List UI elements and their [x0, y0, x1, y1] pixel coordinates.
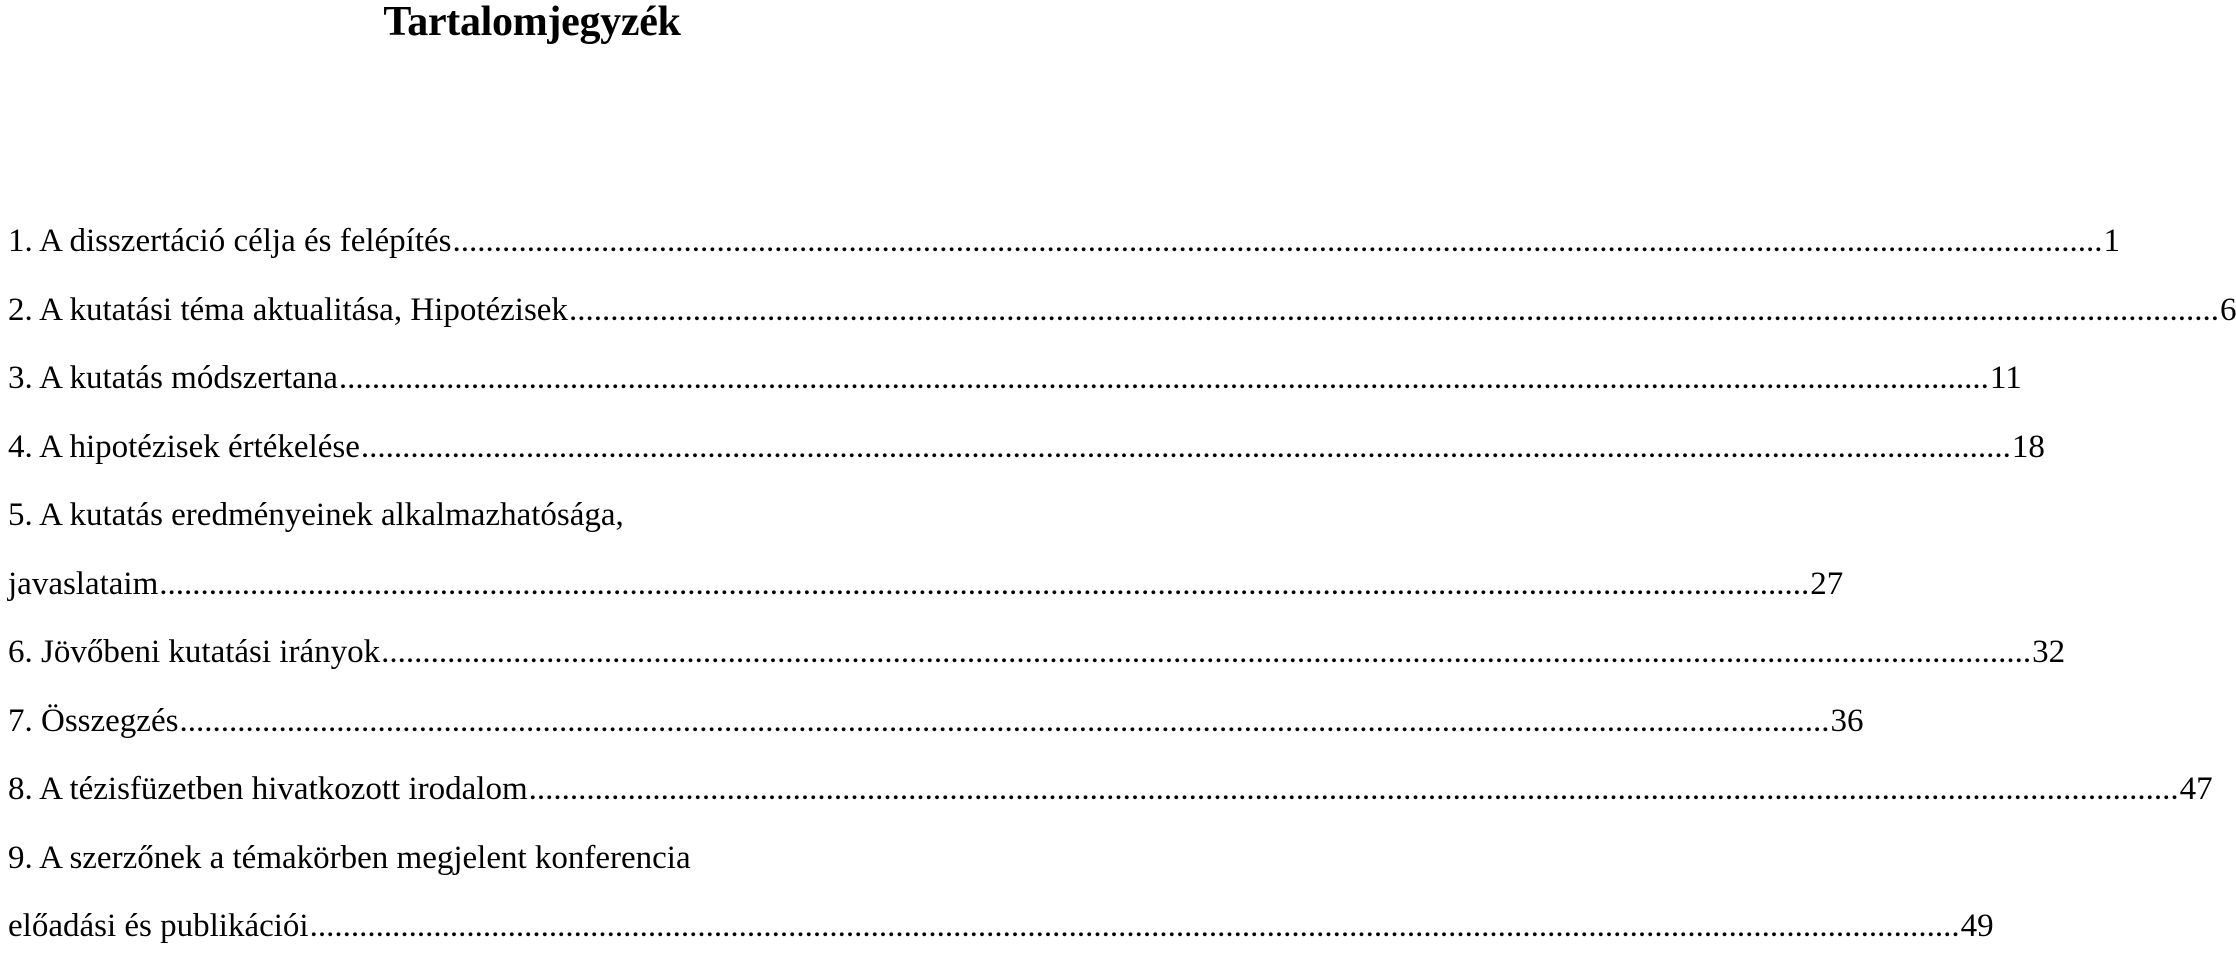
toc-entry-8 — [8, 767, 2213, 836]
dot-leader: ........................................................................................................................................................................................................ — [360, 428, 2011, 465]
toc-entry-text: 9. A szerzőnek a témakörben megjelent konferencia — [8, 839, 691, 876]
dot-leader: ........................................................................................................................................................................................................ — [159, 565, 1810, 602]
toc-entry-3 — [8, 356, 2022, 425]
toc-entry-7 — [8, 699, 1864, 768]
toc-entry-6 — [8, 630, 2066, 699]
toc-entry-text: előadási és publikációi — [8, 908, 309, 944]
toc-entry-text: 1. A disszertáció célja és felépítés — [8, 223, 452, 259]
toc-page-number: 49 — [1960, 908, 1994, 944]
dot-leader: ........................................................................................................................................................................................................ — [179, 702, 1830, 739]
toc-entry-text: 3. A kutatás módszertana — [8, 360, 338, 396]
dot-leader: ........................................................................................................................................................................................................ — [528, 771, 2179, 807]
toc-entry-9-line-1 — [8, 836, 954, 905]
dot-leader: ........................................................................................................................................................................................................ — [338, 360, 1989, 396]
toc-entry-text: 5. A kutatás eredményeinek alkalmazhatósága, — [8, 497, 624, 533]
toc-entry-text: 8. A tézisfüzetben hivatkozott irodalom — [8, 771, 528, 807]
toc-entry-5-line-1 — [8, 493, 954, 562]
toc-page-number: 6 — [2219, 291, 2236, 328]
toc-page-number: 27 — [1810, 565, 1844, 602]
toc-page-number: 11 — [1989, 360, 2022, 396]
toc-entry-text: 7. Összegzés — [8, 702, 179, 739]
toc-page-number: 36 — [1830, 702, 1864, 739]
toc-entry-text: 2. A kutatási téma aktualitása, Hipotézisek — [8, 291, 568, 328]
dot-leader: ........................................................................................................................................................................................................ — [568, 291, 2219, 328]
dot-leader: ........................................................................................................................................................................................................ — [452, 223, 2103, 259]
toc-page-number: 47 — [2179, 771, 2213, 807]
dot-leader: ........................................................................................................................................................................................................ — [309, 908, 1960, 944]
toc-entry-text: 6. Jövőbeni kutatási irányok — [8, 634, 381, 670]
toc-entry-4 — [8, 425, 2045, 494]
toc-entry-text: javaslataim — [8, 565, 159, 602]
toc-entry-2 — [8, 288, 2236, 357]
table-of-contents — [8, 219, 2236, 973]
toc-entry-1 — [8, 219, 2121, 288]
toc-page-number: 32 — [2032, 634, 2066, 670]
toc-entry-9 — [8, 904, 1994, 973]
toc-entry-5 — [8, 562, 1844, 631]
page-title: Tartalomjegyzék — [383, 0, 681, 45]
toc-page-number: 1 — [2103, 223, 2121, 259]
toc-entry-text: 4. A hipotézisek értékelése — [8, 428, 360, 465]
toc-page-number: 18 — [2011, 428, 2045, 465]
dot-leader: ........................................................................................................................................................................................................ — [381, 634, 2032, 670]
